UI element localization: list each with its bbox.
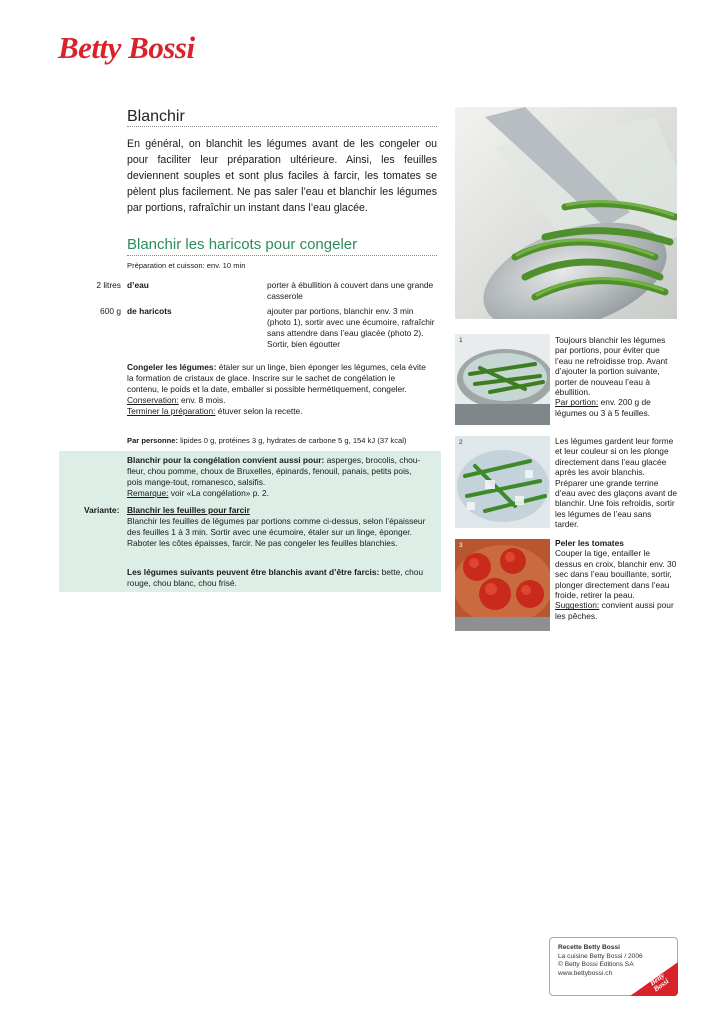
intro-paragraph: En général, on blanchit les légumes avant de les congeler ou pour faciliter leur préparation ultérieure. Ainsi, les feuilles deviennent souples et sont plus faciles à farcir, les tomates se pèlent plus facilement. Ne pas saler l’eau et blanchir les légumes par portions, rafraîchir un instant dans l’eau glacée. [127,138,437,214]
stuff-text: bette, chou rouge, chou blanc, chou frisé. [127,567,424,588]
recipe-title: Blanchir les haricots pour congeler [127,236,358,253]
footer-title: Recette Betty Bossi [558,944,620,951]
prep-time: Préparation et cuisson: env. 10 min [127,261,246,270]
variante-paragraph [127,505,427,549]
ingredient-instruction: ajouter par portions, blanchir env. 3 min (photo 1), sortir avec une écumoire, rafraîchir sans attendre dans l’eau glacée (photo 2). Sortir, bien égoutter [267,306,435,349]
nutrition-line [127,436,437,447]
photo-number: 1 [459,337,463,344]
photo-tomatoes [455,539,550,631]
finish-text: étuver selon la recette. [215,406,303,416]
photo1-portion-text: env. 200 g de légumes ou 3 à 5 feuilles. [555,397,651,418]
photo1-text: Toujours blanchir les légumes par portions, pour éviter que l’eau ne refroidisse trop. Avant d’ajouter la portion suivante, porter de nouveau l’eau à ébullition. [555,335,668,398]
photo-number: 2 [459,439,463,446]
ingredient-qty: 600 g [100,306,121,316]
conservation-text: env. 8 mois. [178,395,226,405]
ingredient-name: d’eau [127,280,149,290]
nutrition-text: lipides 0 g, protéines 3 g, hydrates de carbone 5 g, 154 kJ (37 kcal) [178,436,407,445]
finish-label: Terminer la préparation: [127,406,216,416]
ingredient-instruction: porter à ébullition à couvert dans une grande casserole [267,280,434,301]
stuff-paragraph [127,567,427,589]
also-label: Blanchir pour la congélation convient aussi pour: [127,455,325,465]
variante-title: Blanchir les feuilles pour farcir [127,505,250,515]
freeze-text: étaler sur un linge, bien éponger les légumes, cela évite la formation de cristaux de glace. Inscrire sur le sachet de congélation le contenu, le poids et la date, emballer si possible hermétiquement, congeler. [127,362,426,394]
photo3-text: Couper la tige, entailler le dessus en croix, blanchir env. 30 sec dans l’eau bouillante, sortir, plonger directement dans l’eau froide, retirer la peau. [555,548,677,601]
footer-line: www.bettybossi.ch [558,969,613,977]
nutrition-label: Par personne: [127,436,179,445]
footer-line: La cuisine Betty Bossi / 2006 [558,952,643,960]
freeze-paragraph [127,362,427,417]
remark-label: Remarque: [127,488,169,498]
beans-skimmer-photo [455,107,677,319]
photo3-caption [555,538,677,621]
photo3-title: Peler les tomates [555,538,624,548]
conservation-label: Conservation: [127,395,179,405]
also-suitable-paragraph [127,455,427,499]
ingredient-name: de haricots [127,306,172,316]
recipe-card-footer [549,937,678,996]
photo3-suggestion-label: Suggestion: [555,600,600,611]
badge-logo: Betty Bossi [647,970,671,994]
section-title: Blanchir [127,108,185,125]
photo-number: 3 [459,542,463,549]
footer-corner-badge [630,962,678,996]
recipe-title-divider [127,255,437,256]
photo2-caption: Les légumes gardent leur forme et leur couleur si on les plonge directement dans l’eau glacée après les avoir blanchis. Préparer une grande terrine d’eau avec des glaçons avant de blanchir. Une fois refroidis, sortir les légumes de l’eau sans tarder. [555,436,677,530]
photo3-suggestion-text: convient aussi pour les pêches. [555,600,674,621]
title-divider [127,126,437,127]
also-text: asperges, brocolis, chou-fleur, chou pomme, choux de Bruxelles, épinards, fenouil, panais, petits pois, pois mange-tout, romanesco, salsifis. [127,455,421,487]
photo-ice-water-beans [455,436,550,528]
photo1-caption [555,335,677,418]
ingredient-qty: 2 litres [96,280,121,290]
stuff-label: Les légumes suivants peuvent être blanchis avant d’être farcis: [127,567,380,577]
freeze-label: Congeler les légumes: [127,362,217,372]
variante-text: Blanchir les feuilles de légumes par portions comme ci-dessus, selon l’épaisseur des feuilles 1 à 3 min. Sortir avec une écumoire, étaler sur un linge, éponger. Raboter les côtes épaisses, farcir. Ne pas congeler les feuilles blanchies. [127,516,426,548]
remark-text: voir «La congélation» p. 2. [168,488,270,498]
photo-boiling-beans [455,334,550,425]
variante-label: Variante: [84,505,120,515]
footer-line: © Betty Bossi Editions SA [558,961,634,969]
brand-logo: Betty Bossi [58,30,195,65]
photo1-portion-label: Par portion: [555,397,599,408]
